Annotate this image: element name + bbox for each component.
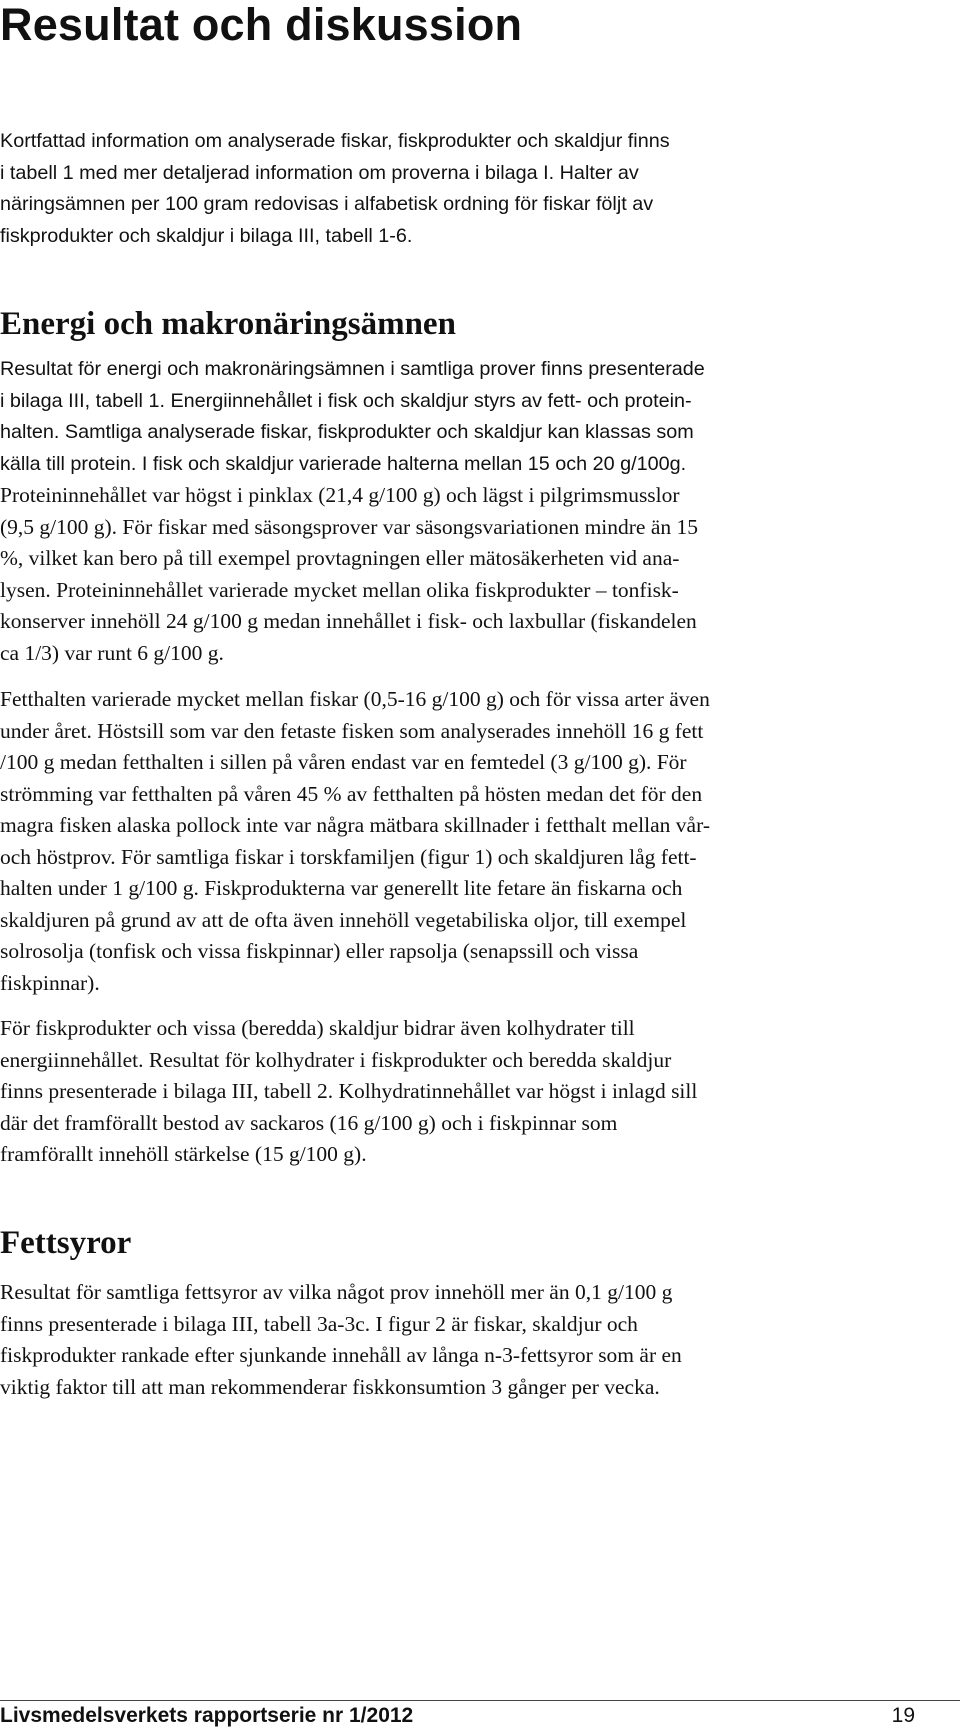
footer-series-title: Livsmedelsverkets rapportserie nr 1/2012 — [0, 1704, 414, 1727]
text-line: under året. Höstsill som var den fetaste fisken som analyserades innehöll 16 g fett — [0, 718, 704, 743]
page-title: Resultat och diskussion — [0, 0, 523, 50]
text-line: magra fisken alaska pollock inte var några mätbara skillnader i fetthalt mellan vår- — [0, 813, 710, 837]
text-line: näringsämnen per 100 gram redovisas i alfabetisk ordning för fiskar följt av — [0, 193, 654, 215]
energy-paragraph-1 — [0, 354, 930, 669]
text-line: halten under 1 g/100 g. Fiskprodukterna var generellt lite fetare än fiskarna och — [0, 876, 683, 900]
energy-paragraph-3 — [0, 1013, 930, 1171]
footer-divider — [0, 1700, 960, 1701]
text-line: och höstprov. För samtliga fiskar i torskfamiljen (figur 1) och skaldjuren låg fett- — [0, 844, 697, 869]
text-line: halten. Samtliga analyserade fiskar, fiskprodukter och skaldjur kan klassas som — [0, 421, 694, 443]
text-line: skaldjuren på grund av att de ofta även innehöll vegetabiliska oljor, till exempel — [0, 907, 687, 932]
text-line: energiinnehållet. Resultat för kolhydrater i fiskprodukter och beredda skaldjur — [0, 1047, 672, 1072]
text-line: ca 1/3) var runt 6 g/100 g. — [0, 640, 224, 665]
text-line: källa till protein. I fisk och skaldjur varierade halterna mellan 15 och 20 g/100g. — [0, 452, 687, 475]
text-line: /100 g medan fetthalten i sillen på våren endast var en femtedel (3 g/100 g). För — [0, 750, 687, 774]
text-line: konserver innehöll 24 g/100 g medan innehållet i fisk- och laxbullar (fiskandelen — [0, 609, 697, 633]
text-line: %, vilket kan bero på till exempel provtagningen eller mätosäkerheten vid ana- — [0, 546, 680, 570]
text-line: solrosolja (tonfisk och vissa fiskpinnar) eller rapsolja (senapssill och vissa — [0, 939, 639, 963]
text-line: Resultat för samtliga fettsyror av vilka något prov innehöll mer än 0,1 g/100 g — [0, 1280, 673, 1304]
text-line: strömming var fetthalten på våren 45 % av fetthalten på hösten medan det för den — [0, 781, 703, 806]
text-line: För fiskprodukter och vissa (beredda) skaldjur bidrar även kolhydrater till — [0, 1016, 635, 1040]
text-line: i tabell 1 med mer detaljerad information om proverna i bilaga I. Halter av — [0, 161, 639, 184]
section-heading-energy: Energi och makronäringsämnen — [0, 306, 456, 342]
text-line: finns presenterade i bilaga III, tabell 3a-3c. I figur 2 är fiskar, skaldjur och — [0, 1311, 638, 1336]
text-line: Fetthalten varierade mycket mellan fiskar (0,5-16 g/100 g) och för vissa arter även — [0, 687, 710, 711]
intro-paragraph — [0, 126, 930, 252]
text-line: (9,5 g/100 g). För fiskar med säsongsprover var säsongsvariationen mindre än 15 — [0, 514, 699, 539]
text-line: lysen. Proteininnehållet varierade mycket mellan olika fiskprodukter – tonfisk- — [0, 577, 679, 602]
page-footer — [0, 1700, 960, 1728]
text-line: där det framförallt bestod av sackaros (16 g/100 g) och i fiskpinnar som — [0, 1110, 618, 1135]
energy-paragraph-2 — [0, 684, 930, 999]
text-line: finns presenterade i bilaga III, tabell 2. Kolhydratinnehållet var högst i inlagd sill — [0, 1079, 698, 1103]
text-line: fiskprodukter och skaldjur i bilaga III, tabell 1-6. — [0, 224, 413, 247]
text-line: i bilaga III, tabell 1. Energiinnehållet i fisk och skaldjur styrs av fett- och protein- — [0, 389, 692, 412]
text-line: viktig faktor till att man rekommenderar fiskkonsumtion 3 gånger per vecka. — [0, 1374, 660, 1399]
text-line: fiskpinnar). — [0, 970, 100, 995]
text-line: fiskprodukter rankade efter sjunkande innehåll av långa n-3-fettsyror som är en — [0, 1343, 682, 1367]
section-heading-fatty-acids: Fettsyror — [0, 1225, 132, 1261]
text-line: Proteininnehållet var högst i pinklax (21,4 g/100 g) och lägst i pilgrimsmusslor — [0, 483, 680, 507]
text-line: framförallt innehöll stärkelse (15 g/100 g). — [0, 1142, 367, 1166]
page-number: 19 — [891, 1704, 915, 1727]
fatty-acids-paragraph — [0, 1277, 930, 1403]
text-line: Resultat för energi och makronäringsämnen i samtliga prover finns presenterade — [0, 358, 705, 380]
text-line: Kortfattad information om analyserade fiskar, fiskprodukter och skaldjur finns — [0, 130, 670, 152]
